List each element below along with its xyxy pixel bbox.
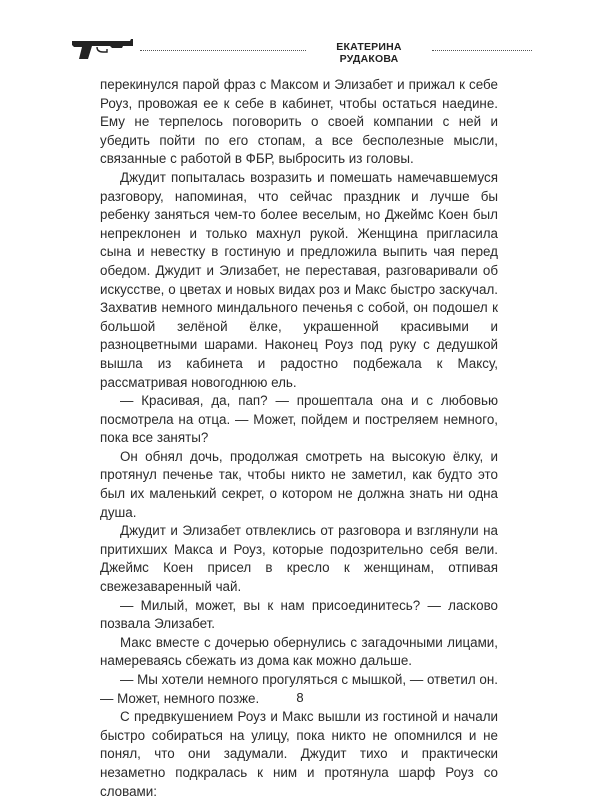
paragraph: — Красивая, да, пап? — прошептала она и с любовью посмотрела на отца. — Может, пойдем и постреляем немного, пока все заняты? bbox=[100, 393, 498, 446]
page-number: 8 bbox=[296, 690, 304, 705]
paragraph: Джудит и Элизабет отвлеклись от разговора и взглянули на притихших Макса и Роуз, которые подозрительно себя вели. Джеймс Коен присел в кресло к женщинам, отпивая свежезаваренный чай. bbox=[100, 523, 498, 595]
author-name: ЕКАТЕРИНА РУДАКОВА bbox=[336, 41, 402, 65]
paragraph: — Милый, может, вы к нам присоединитесь? — ласково позвала Элизабет. bbox=[100, 597, 498, 632]
paragraph: Джудит попыталась возразить и помешать намечавшемуся разговору, напоминая, что сейчас праздник и лучше бы ребенку заняться чем-то более веселым, но Джеймс Коен был непреклонен и только махнул рукой. Женщина пригласила сына и невестку в гостиную и предложила выпить чая перед обедом. Джудит и Элизабет, не переставая, разговаривали об искусстве, о цветах и новых видах роз и Макс быстро заскучал. Захватив немного миндального печенья с собой, он подошел к большой зелёной ёлке, украшенной красивыми и разноцветными шарами. Наконец Роуз под руку с дедушкой вышла из кабинета и радостно подбежала к Максу, рассматривая новогоднюю ель. bbox=[100, 169, 498, 390]
paragraph: Он обнял дочь, продолжая смотреть на высокую ёлку, и протянул печенье так, чтобы никто не заметил, как будто это был их маленький секрет, о котором не должна знать ни одна душа. bbox=[100, 448, 498, 520]
pistol-icon bbox=[70, 38, 134, 60]
paragraph: С предвкушением Роуз и Макс вышли из гостиной и начали быстро собираться на улицу, пока никто не опомнился и не понял, что они задумали. Джудит тихо и практически незаметно подкралась к ним и протянула шарф Роуз со словами: bbox=[100, 709, 498, 799]
header-rule-right bbox=[432, 50, 532, 51]
running-header bbox=[70, 30, 532, 65]
paragraph: Макс вместе с дочерью обернулись с загадочными лицами, намереваясь сбежать из дома как можно дальше. bbox=[100, 634, 498, 669]
header-rule-left bbox=[140, 50, 306, 51]
paragraph: — Мы хотели немного прогуляться с мышкой, — ответил он. — Может, немного позже. bbox=[100, 672, 498, 706]
paragraph: перекинулся парой фраз с Максом и Элизабет и прижал к себе Роуз, провожая ее к себе в кабинет, чтобы остаться наедине. Ему не терпелось поговорить о своей компании с ней и убедить пойти по его стопам, а все бесполезные мысли, связанные с работой в ФБР, выбросить из головы. bbox=[100, 77, 498, 167]
